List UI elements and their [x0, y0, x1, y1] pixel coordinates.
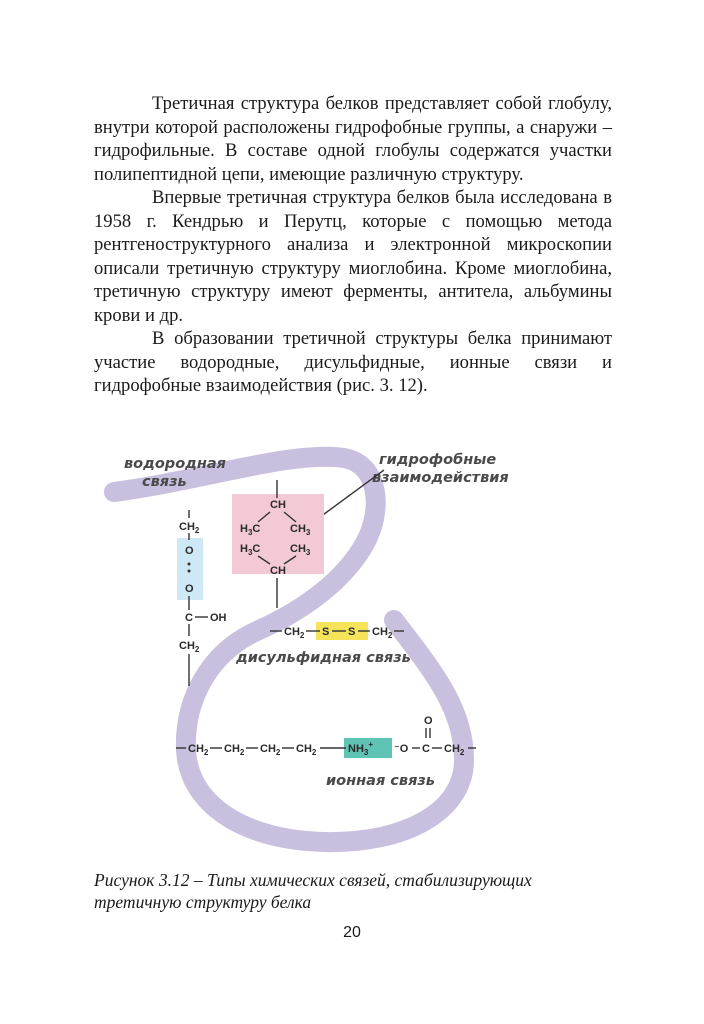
- paragraph-2: Впервые третичная структура белков была исследована в 1958 г. Кендрью и Перутц, которые с помощью метода рентгеноструктурного анализа и электронной микроскопии описали третичную структуру миоглобина. Кроме миоглобина, третичную структуру имеют ферменты, антитела, альбумины крови и др.: [94, 187, 612, 326]
- hydrogen-bond-label-1: водородная: [124, 456, 226, 472]
- hp-ch3-bottom: $CH_3$: [290, 543, 311, 557]
- ion-c: C: [422, 743, 430, 755]
- hp-ch-top: CH: [270, 499, 286, 511]
- disulfide-label: дисульфидная связь: [236, 650, 411, 666]
- ion-ch2-4: $CH_2$: [296, 743, 317, 757]
- h-ch2-bottom: $CH_2$: [179, 640, 200, 654]
- ion-nh3: $NH_3^+$: [348, 740, 374, 757]
- ion-o-minus: ⁻O: [394, 743, 409, 755]
- protein-bonds-figure: [94, 440, 524, 860]
- h-c: C: [185, 612, 193, 624]
- paragraph-1: Третичная структура белков представляет собой глобулу, внутри которой расположены гидрофобные группы, а снаружи – гидрофильные. В составе одной глобулы содержатся участки полипептидной цепи, имеющие различную структуру.: [94, 93, 612, 185]
- figure-svg: [94, 440, 524, 860]
- paragraph-3: В образовании третичной структуры белка принимают участие водородные, дисульфидные, ионные связи и гидрофобные взаимодействия (рис. 3. 12).: [94, 328, 612, 396]
- h-o-bottom: O: [185, 583, 194, 595]
- h-ch2-top: $CH_2$: [179, 521, 200, 535]
- page-number: 20: [343, 924, 361, 941]
- h-o-top: O: [185, 545, 194, 557]
- ion-ch2-5: $CH_2$: [444, 743, 465, 757]
- h-dot-2: [188, 570, 191, 573]
- body-text: [94, 92, 612, 398]
- ion-ch2-2: $CH_2$: [224, 743, 245, 757]
- ion-ch2-3: $CH_2$: [260, 743, 281, 757]
- ion-ch2-1: $CH_2$: [188, 743, 209, 757]
- h-dot-1: [188, 563, 191, 566]
- ionic-label: ионная связь: [326, 773, 435, 789]
- ss-ch2-left: $CH_2$: [284, 626, 305, 640]
- hp-h3c-bottom: $H_3C$: [240, 543, 261, 557]
- h-oh: OH: [210, 612, 227, 624]
- figure-caption: Рисунок 3.12 – Типы химических связей, стабилизирующих третичную структуру белка: [94, 870, 532, 912]
- hp-ch-bottom: CH: [270, 565, 286, 577]
- ss-ch2-right: $CH_2$: [372, 626, 393, 640]
- hp-ch3-top: $CH_3$: [290, 523, 311, 537]
- hydrogen-bond-label-2: связь: [142, 474, 187, 490]
- ss-s-right: S: [348, 626, 356, 638]
- hp-h3c-top: $H_3C$: [240, 523, 261, 537]
- ion-o-top: O: [424, 715, 433, 727]
- ss-s-left: S: [322, 626, 330, 638]
- hydrophobic-label-2: взаимодействия: [372, 470, 509, 486]
- hydrophobic-label-1: гидрофобные: [379, 452, 497, 468]
